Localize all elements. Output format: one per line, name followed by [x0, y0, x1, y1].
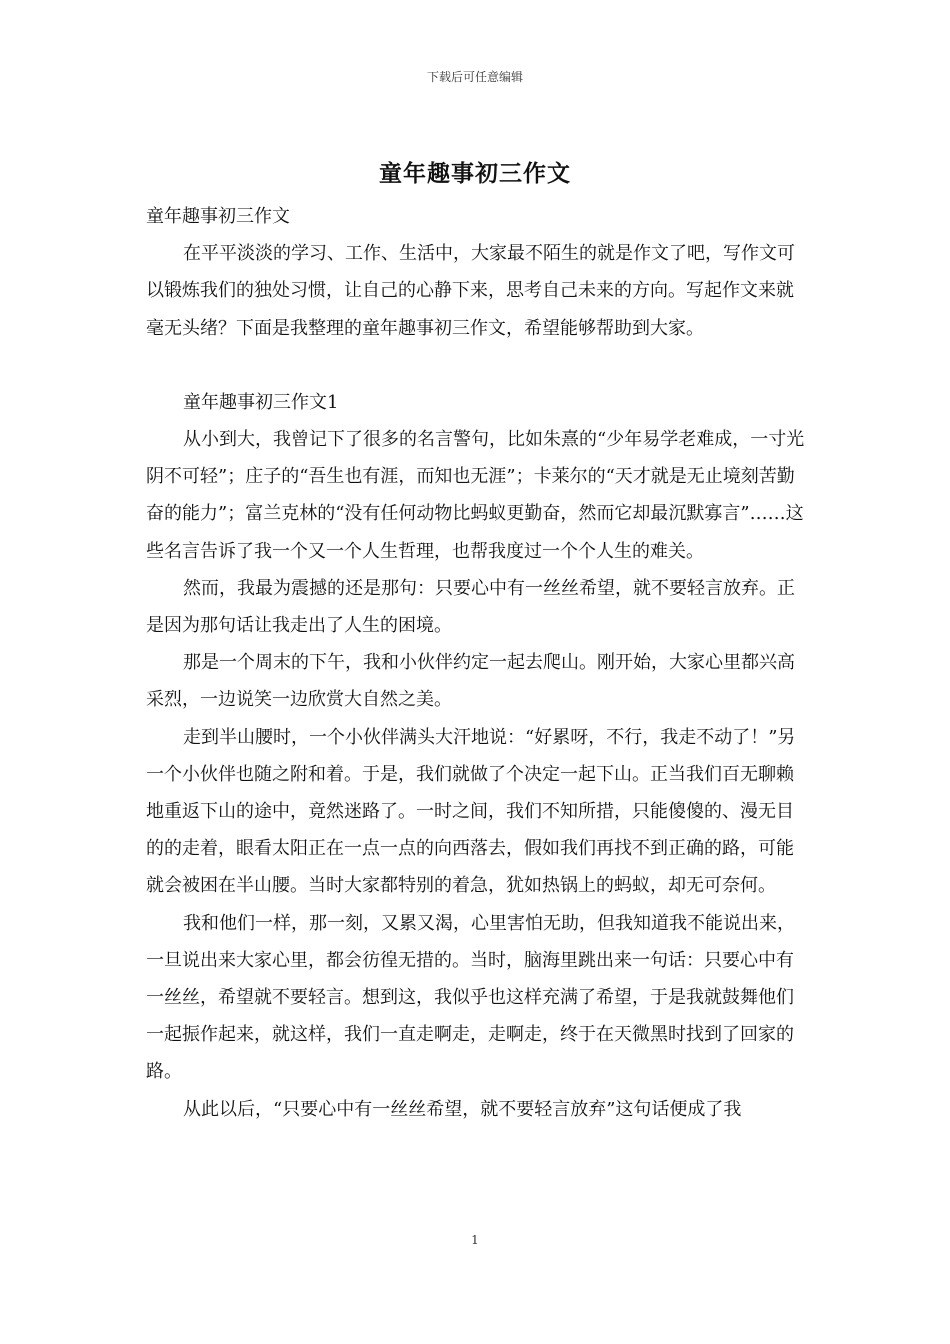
body-paragraph: 从小到大，我曾记下了很多的名言警句，比如朱熹的“少年易学老难成，一寸光阴不可轻”；庄子的“吾生也有涯，而知也无涯”；卡莱尔的“天才就是无止境刻苦勤奋的能力”；富兰克林的“没有任何动物比蚂蚁更勤奋，然而它却最沉默寡言”……这些名言告诉了我一个又一个人生哲理，也帮我度过一个个人生的难关。	[146, 429, 805, 562]
page-number: 1	[471, 1233, 479, 1247]
paragraph-spacer	[146, 347, 808, 384]
section-title: 童年趣事初三作文1	[183, 391, 339, 413]
body-paragraph: 我和他们一样，那一刻，又累又渴，心里害怕无助，但我知道我不能说出来，一旦说出来大家心里，都会彷徨无措的。当时，脑海里跳出来一句话：只要心中有一丝丝，希望就不要轻言。想到这，我似乎也这样充满了希望，于是我就鼓舞他们一起振作起来，就这样，我们一直走啊走，走啊走，终于在天微黑时找到了回家的路。	[146, 912, 795, 1083]
document-body	[146, 198, 808, 1128]
body-paragraph: 然而，我最为震撼的还是那句：只要心中有一丝丝希望，就不要轻言放弃。正是因为那句话让我走出了人生的困境。	[146, 577, 795, 637]
header-note: 下载后可任意编辑	[426, 70, 523, 84]
intro-paragraph: 在平平淡淡的学习、工作、生活中，大家最不陌生的就是作文了吧，写作文可以锻炼我们的独处习惯，让自己的心静下来，思考自己未来的方向。写起作文来就毫无头绪？下面是我整理的童年趣事初三作文，希望能够帮助到大家。	[146, 243, 795, 339]
body-paragraph: 走到半山腰时，一个小伙伴满头大汗地说：“好累呀，不行，我走不动了！”另一个小伙伴也随之附和着。于是，我们就做了个决定一起下山。正当我们百无聊赖地重返下山的途中，竟然迷路了。一时之间，我们不知所措，只能傻傻的、漫无目的的走着，眼看太阳正在一点一点的向西落去，假如我们再找不到正确的路，可能就会被困在半山腰。当时大家都特别的着急，犹如热锅上的蚂蚁，却无可奈何。	[146, 726, 796, 897]
body-paragraph: 从此以后，“只要心中有一丝丝希望，就不要轻言放弃”这句话便成了我	[183, 1098, 742, 1120]
document-title: 童年趣事初三作文	[379, 160, 571, 187]
body-paragraph: 那是一个周末的下午，我和小伙伴约定一起去爬山。刚开始，大家心里都兴高采烈，一边说笑一边欣赏大自然之美。	[146, 652, 795, 711]
document-subtitle: 童年趣事初三作文	[146, 206, 290, 227]
